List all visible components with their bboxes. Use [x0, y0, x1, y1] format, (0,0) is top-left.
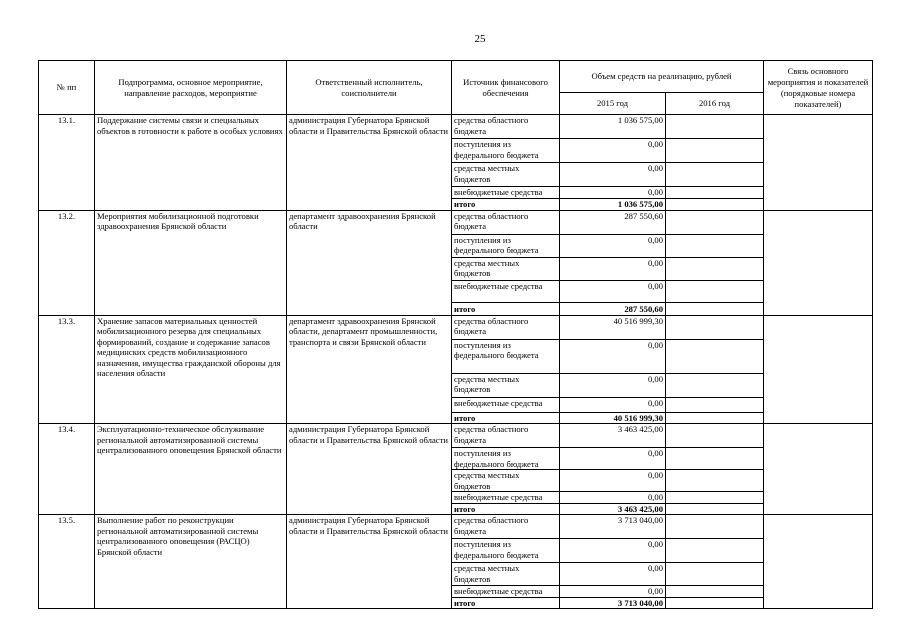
value-2016 — [666, 302, 764, 315]
source-cell: внебюджетные средства — [452, 280, 560, 302]
header-source: Источник финансового обеспечения — [452, 61, 560, 115]
value-2015: 0,00 — [560, 163, 666, 187]
value-2016 — [666, 539, 764, 563]
indicator-link-cell — [764, 115, 873, 211]
page-number: 25 — [474, 33, 486, 45]
source-cell: средства областного бюджета — [452, 424, 560, 448]
source-cell: итого — [452, 199, 560, 211]
indicator-link-cell — [764, 515, 873, 609]
source-cell: средства областного бюджета — [452, 515, 560, 539]
row-number: 13.1. — [39, 115, 95, 211]
value-2015: 3 463 425,00 — [560, 503, 666, 515]
value-2016 — [666, 412, 764, 424]
budget-table — [38, 60, 873, 609]
value-2016 — [666, 187, 764, 199]
value-2016 — [666, 234, 764, 257]
row-number: 13.5. — [39, 515, 95, 609]
source-cell: средства местных бюджетов — [452, 470, 560, 492]
source-cell: внебюджетные средства — [452, 397, 560, 412]
indicator-link-cell — [764, 424, 873, 515]
source-cell: итого — [452, 597, 560, 609]
table-row — [39, 210, 873, 234]
value-2015: 287 550,60 — [560, 302, 666, 315]
executor-cell: департамент здравоохранения Брянской области — [287, 210, 452, 315]
value-2016 — [666, 115, 764, 139]
value-2016 — [666, 139, 764, 163]
source-cell: поступления из федерального бюджета — [452, 448, 560, 470]
value-2015: 0,00 — [560, 234, 666, 257]
source-cell: средства местных бюджетов — [452, 257, 560, 280]
source-cell: поступления из федерального бюджета — [452, 139, 560, 163]
source-cell: средства областного бюджета — [452, 315, 560, 339]
source-cell: поступления из федерального бюджета — [452, 234, 560, 257]
value-2016 — [666, 586, 764, 598]
value-2015: 3 713 040,00 — [560, 597, 666, 609]
header-executor: Ответственный исполнитель, соисполнители — [287, 61, 452, 115]
value-2016 — [666, 257, 764, 280]
source-cell: внебюджетные средства — [452, 492, 560, 504]
value-2015: 0,00 — [560, 139, 666, 163]
table-row — [39, 515, 873, 539]
value-2015: 1 036 575,00 — [560, 115, 666, 139]
header-program: Подпрограмма, основное мероприятие, направление расходов, мероприятие — [95, 61, 287, 115]
row-number: 13.4. — [39, 424, 95, 515]
value-2015: 3 463 425,00 — [560, 424, 666, 448]
row-number: 13.2. — [39, 210, 95, 315]
program-cell: Мероприятия мобилизационной подготовки здравоохранения Брянской области — [95, 210, 287, 315]
value-2016 — [666, 503, 764, 515]
value-2016 — [666, 163, 764, 187]
value-2015: 3 713 040,00 — [560, 515, 666, 539]
source-cell: средства областного бюджета — [452, 210, 560, 234]
value-2015: 40 516 999,30 — [560, 315, 666, 339]
value-2015: 0,00 — [560, 257, 666, 280]
source-cell: итого — [452, 302, 560, 315]
value-2016 — [666, 210, 764, 234]
indicator-link-cell — [764, 315, 873, 424]
value-2016 — [666, 424, 764, 448]
table-row — [39, 315, 873, 339]
value-2015: 0,00 — [560, 339, 666, 373]
executor-cell: департамент здравоохранения Брянской области, департамент промышленности, транспорта и связи Брянской области — [287, 315, 452, 424]
value-2016 — [666, 315, 764, 339]
value-2015: 0,00 — [560, 373, 666, 397]
value-2016 — [666, 492, 764, 504]
value-2015: 0,00 — [560, 448, 666, 470]
value-2015: 0,00 — [560, 280, 666, 302]
value-2015: 0,00 — [560, 492, 666, 504]
source-cell: итого — [452, 412, 560, 424]
header-num: № пп — [39, 61, 95, 115]
program-cell: Эксплуатационно-техническое обслуживание региональной автоматизированной системы централизованного оповещения Брянской области — [95, 424, 287, 515]
source-cell: средства местных бюджетов — [452, 163, 560, 187]
value-2016 — [666, 448, 764, 470]
value-2016 — [666, 280, 764, 302]
value-2015: 1 036 575,00 — [560, 199, 666, 211]
source-cell: средства местных бюджетов — [452, 373, 560, 397]
source-cell: средства областного бюджета — [452, 115, 560, 139]
source-cell: поступления из федерального бюджета — [452, 539, 560, 563]
table-row — [39, 115, 873, 139]
value-2015: 0,00 — [560, 539, 666, 563]
program-cell: Хранение запасов материальных ценностей мобилизационного резерва для специальных формирований, создание и содержание запасов медицинских средств мобилизационного назначения, имущества гражданской обороны для населения области — [95, 315, 287, 424]
value-2016 — [666, 397, 764, 412]
executor-cell: администрация Губернатора Брянской области и Правительства Брянской области — [287, 115, 452, 211]
header-2015: 2015 год — [560, 93, 666, 115]
value-2016 — [666, 373, 764, 397]
source-cell: итого — [452, 503, 560, 515]
source-cell: внебюджетные средства — [452, 187, 560, 199]
value-2016 — [666, 597, 764, 609]
value-2016 — [666, 515, 764, 539]
value-2016 — [666, 199, 764, 211]
value-2015: 0,00 — [560, 470, 666, 492]
value-2015: 287 550,60 — [560, 210, 666, 234]
program-cell: Поддержание системы связи и специальных объектов в готовности к работе в особых условиях — [95, 115, 287, 211]
value-2015: 0,00 — [560, 187, 666, 199]
value-2015: 0,00 — [560, 586, 666, 598]
value-2015: 0,00 — [560, 397, 666, 412]
indicator-link-cell — [764, 210, 873, 315]
source-cell: поступления из федерального бюджета — [452, 339, 560, 373]
value-2016 — [666, 339, 764, 373]
program-cell: Выполнение работ по реконструкции региональной автоматизированной системы централизованного оповещения (РАСЦО) Брянской области — [95, 515, 287, 609]
source-cell: внебюджетные средства — [452, 586, 560, 598]
header-link: Связь основного мероприятия и показателей (порядковые номера показателей) — [764, 61, 873, 115]
executor-cell: администрация Губернатора Брянской области и Правительства Брянской области — [287, 424, 452, 515]
source-cell: средства местных бюджетов — [452, 563, 560, 586]
value-2016 — [666, 470, 764, 492]
row-number: 13.3. — [39, 315, 95, 424]
executor-cell: администрация Губернатора Брянской области и Правительства Брянской области — [287, 515, 452, 609]
header-2016: 2016 год — [666, 93, 764, 115]
table-row — [39, 424, 873, 448]
value-2015: 40 516 999,30 — [560, 412, 666, 424]
value-2016 — [666, 563, 764, 586]
header-volume: Объем средств на реализацию, рублей — [560, 61, 764, 93]
value-2015: 0,00 — [560, 563, 666, 586]
